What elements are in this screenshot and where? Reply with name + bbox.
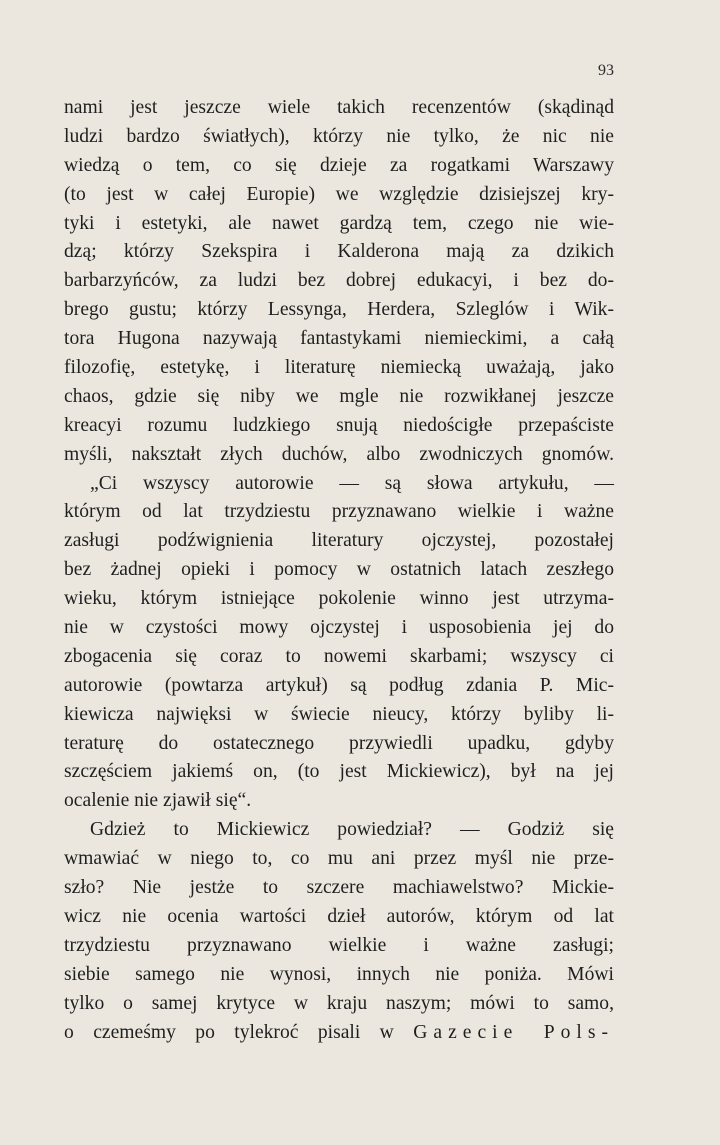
text-line: wmawiać w niego to, co mu ani przez myśl nie prze-	[64, 848, 614, 870]
text-line: ludzi bardzo światłych), którzy nie tylko, że nic nie	[64, 125, 614, 147]
text-line: „Ci wszyscy autorowie — są słowa artykułu, —	[90, 472, 614, 494]
text-line: autorowie (powtarza artykuł) są podług zdania P. Mic-	[64, 674, 614, 696]
text-line: brego gustu; którzy Lessynga, Herdera, Szleglów i Wik-	[64, 299, 614, 321]
page-number: 93	[598, 62, 614, 79]
spaced-title-text: Gazecie Pols-	[413, 1021, 615, 1043]
text-line: trzydziestu przyznawano wielkie i ważne zasługi;	[64, 934, 614, 956]
body-text	[64, 94, 614, 1047]
text-line: tora Hugona nazywają fantastykami niemieckimi, a całą	[64, 328, 614, 350]
text-line: szczęściem jakiemś on, (to jest Mickiewicz), był na jej	[64, 761, 614, 783]
text-line: chaos, gdzie się niby we mgle nie rozwikłanej jeszcze	[64, 385, 614, 407]
text-line: Gdzież to Mickiewicz powiedział? — Godziż się	[90, 819, 614, 841]
text-line: siebie samego nie wynosi, innych nie poniża. Mówi	[64, 963, 614, 985]
text-line-final-start: o czemeśmy po tylekroć pisali w	[64, 1021, 394, 1043]
text-line: kiewicza najwięksi w świecie nieucy, którzy byliby li-	[64, 703, 614, 725]
text-line: teraturę do ostatecznego przywiedli upadku, gdyby	[64, 732, 614, 754]
text-line-final	[64, 1019, 614, 1048]
text-line: filozofię, estetykę, i literaturę niemiecką uważają, jako	[64, 357, 614, 379]
text-line: tylko o samej krytyce w kraju naszym; mówi to samo,	[64, 992, 614, 1014]
text-line: bez żadnej opieki i pomocy w ostatnich latach zeszłego	[64, 559, 614, 581]
text-line: dzą; którzy Szekspira i Kalderona mają za dzikich	[64, 241, 614, 263]
text-line: barbarzyńców, za ludzi bez dobrej edukacyi, i bez do-	[64, 270, 614, 292]
text-line: kreacyi rozumu ludzkiego snują niedościgłe przepaściste	[64, 414, 614, 436]
text-line: wiedzą o tem, co się dzieje za rogatkami Warszawy	[64, 154, 614, 176]
text-line: ocalenie nie zjawił się“.	[64, 790, 252, 812]
text-line: myśli, nakształt złych duchów, albo zwodniczych gnomów.	[64, 443, 614, 465]
text-line: zasługi podźwignienia literatury ojczystej, pozostałej	[64, 530, 614, 552]
text-line: wicz nie ocenia wartości dzieł autorów, którym od lat	[64, 905, 614, 927]
text-line: szło? Nie jestże to szczere machiawelstwo? Mickie-	[64, 877, 614, 899]
text-line: wieku, którym istniejące pokolenie winno jest utrzyma-	[64, 588, 614, 610]
text-line: tyki i estetyki, ale nawet gardzą tem, czego nie wie-	[64, 212, 614, 234]
text-line: zbogacenia się coraz to nowemi skarbami; wszyscy ci	[64, 645, 614, 667]
text-line: którym od lat trzydziestu przyznawano wielkie i ważne	[64, 501, 614, 523]
text-line: (to jest w całej Europie) we względzie dzisiejszej kry-	[64, 183, 614, 205]
text-line: nie w czystości mowy ojczystej i usposobienia jej do	[64, 617, 614, 639]
text-line: nami jest jeszcze wiele takich recenzentów (skądinąd	[64, 97, 614, 118]
